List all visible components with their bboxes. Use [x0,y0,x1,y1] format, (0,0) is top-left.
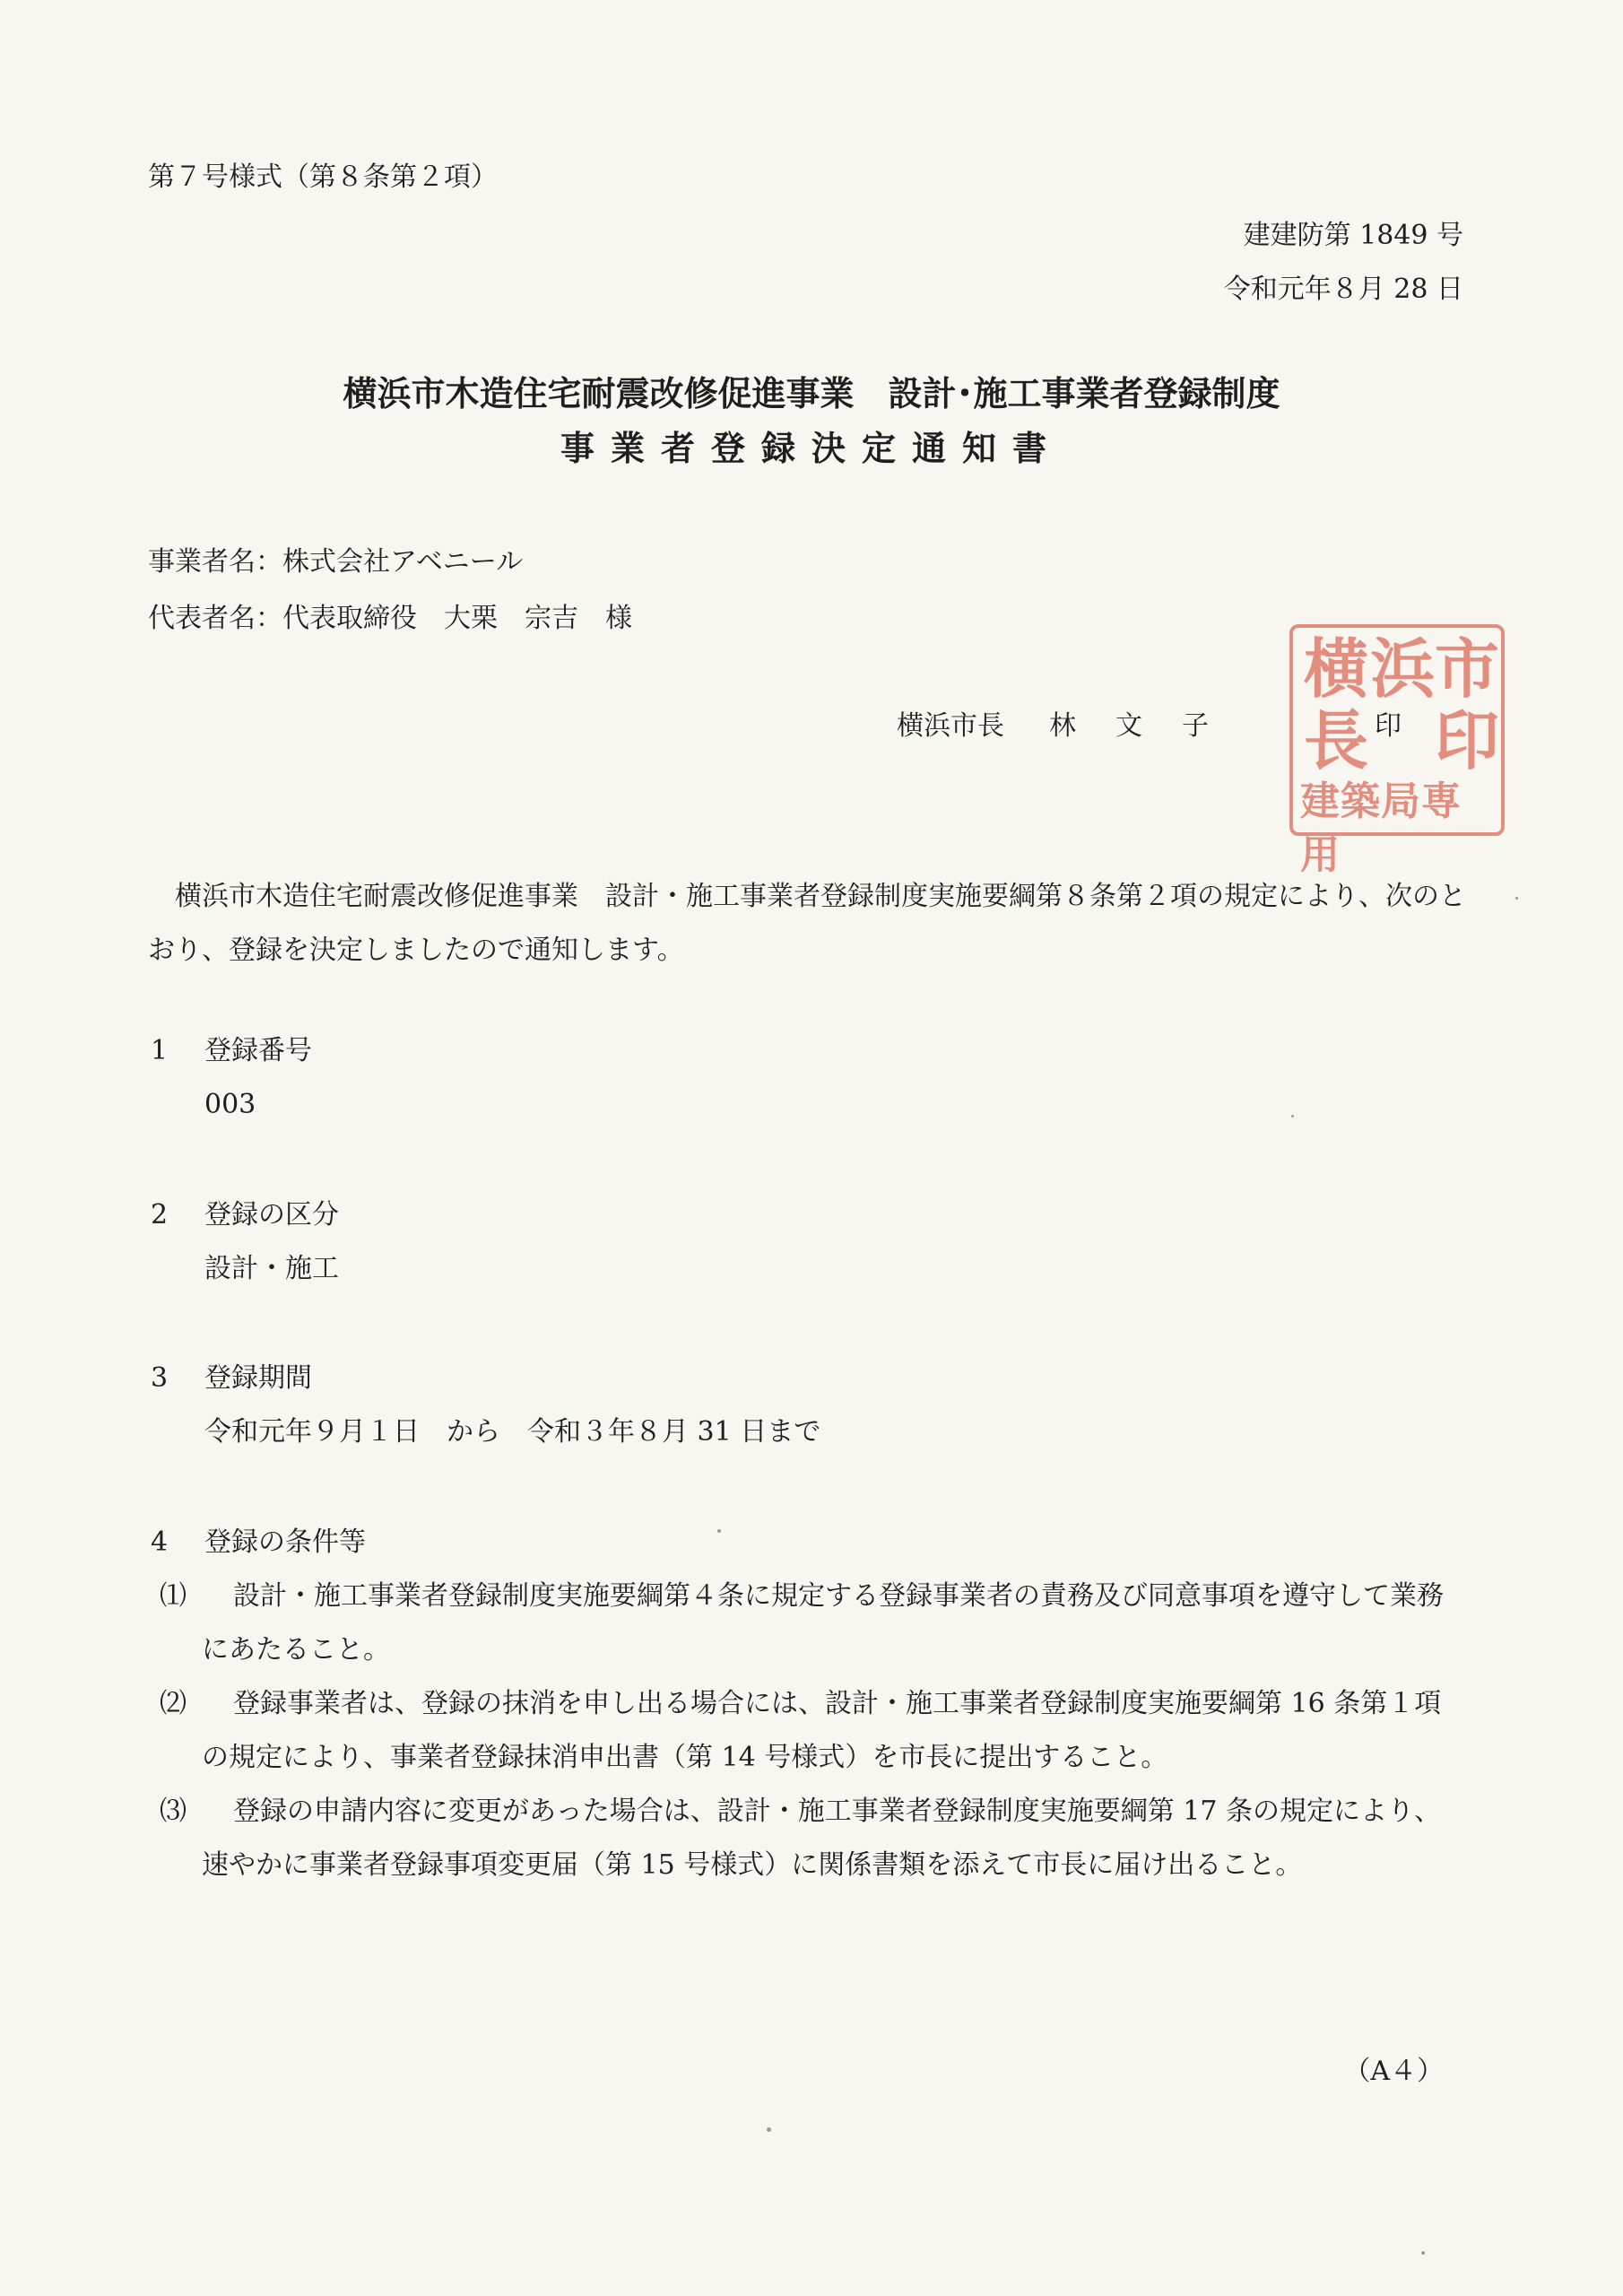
seal-char: 横 [1304,631,1369,707]
scan-speck [717,1529,721,1533]
scan-speck [1515,897,1518,900]
section-value: 003 [204,1089,256,1120]
seal-char: 印 [1435,703,1500,778]
scan-speck [767,2127,771,2132]
form-label: 第７号様式（第８条第２項） [148,161,498,193]
section-number: 4 [151,1526,169,1558]
section-heading: 登録の条件等 [204,1526,366,1558]
recipient-company: 事業者名：株式会社アベニール [148,546,524,578]
recipient-representative: 代表者名：代表取締役 大栗 宗吉 様 [148,603,632,634]
section-heading: 登録の区分 [204,1199,339,1231]
seal-char: 長 [1304,703,1369,778]
paper-size-label: （A４） [1343,2056,1444,2087]
condition-text: 登録の申請内容に変更があった場合は、設計・施工事業者登録制度実施要綱第 17 条の規定により、速やかに事業者登録事項変更届（第 15 号様式）に関係書類を添えて市長に届け出ること。 [202,1796,1441,1881]
seal-mark: 印 [1375,710,1402,742]
condition-number: ⑴ [160,1580,187,1612]
sender-role: 横浜市長 [897,710,1004,742]
scan-speck [1421,2251,1425,2255]
condition-text: 登録事業者は、登録の抹消を申し出る場合には、設計・施工事業者登録制度実施要綱第 16 条第１項の規定により、事業者登録抹消申出書（第 14 号様式）を市長に提出すること。 [202,1688,1442,1773]
section-number: 3 [151,1362,169,1394]
section-number: 2 [151,1199,169,1231]
seal-bottom-text: 建築局専用 [1300,778,1462,878]
sender-line [897,709,1248,744]
section-heading: 登録番号 [204,1035,312,1066]
sender-name: 林文子 [1049,710,1248,742]
notice-body: 横浜市木造住宅耐震改修促進事業 設計・施工事業者登録制度実施要綱第８条第２項の規定により、次のとおり、登録を決定しましたので通知します。 [148,881,1466,966]
scan-speck [1291,1115,1294,1118]
section-number: 1 [151,1035,169,1066]
section-value: 設計・施工 [204,1253,339,1284]
condition-number: ⑵ [160,1688,187,1719]
document-title-line1: 横浜市木造住宅耐震改修促進事業 設計･施工事業者登録制度 [343,374,1280,413]
seal-char: 浜 [1370,631,1436,707]
document-date: 令和元年８月 28 日 [1223,274,1463,305]
section-value: 令和元年９月１日 から 令和３年８月 31 日まで [204,1416,821,1448]
document-number: 建建防第 1849 号 [1243,220,1463,251]
seal-char: 市 [1435,631,1500,707]
condition-number: ⑶ [160,1796,187,1827]
condition-text: 設計・施工事業者登録制度実施要綱第４条に規定する登録事業者の責務及び同意事項を遵守して業務にあたること。 [202,1580,1444,1665]
section-heading: 登録期間 [204,1362,312,1394]
document-title-line2: 事業者登録決定通知書 [560,429,1063,468]
